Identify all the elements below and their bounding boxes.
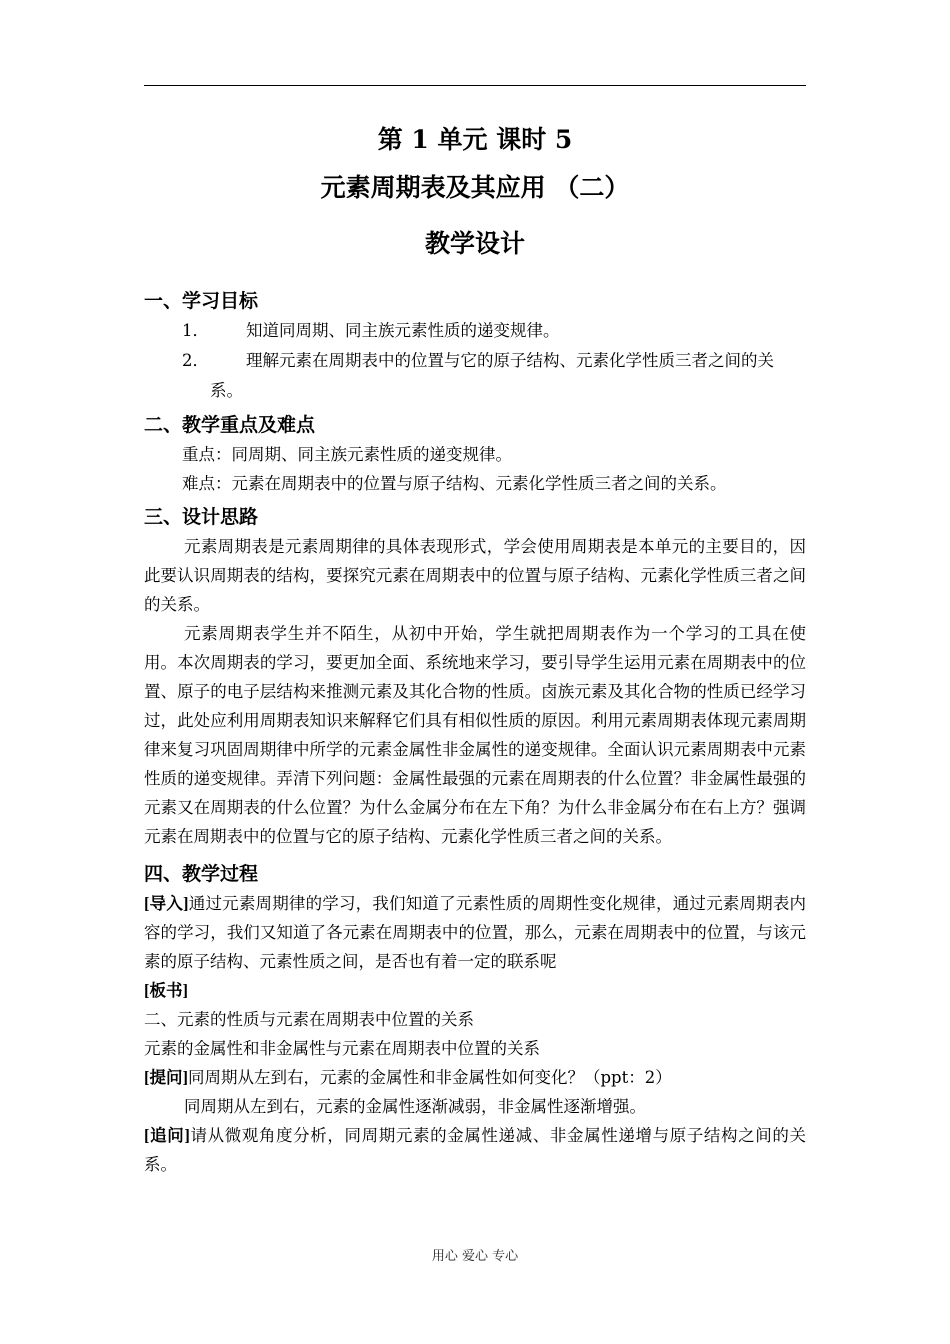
board-line: 二、元素的性质与元素在周期表中位置的关系 <box>144 1010 474 1029</box>
followup-paragraph <box>144 1121 806 1179</box>
answer-paragraph: 同周期从左到右，元素的金属性逐渐减弱，非金属性逐渐增强。 <box>184 1097 646 1116</box>
key-point: 重点：同周期、同主族元素性质的递变规律。 <box>182 445 512 464</box>
objective-text: 知道同周期、同主族元素性质的递变规律。 <box>246 321 560 340</box>
difficulty-point: 难点：元素在周期表中的位置与原子结构、元素化学性质三者之间的关系。 <box>182 474 727 493</box>
section-heading-process: 四、教学过程 <box>144 863 259 885</box>
header-rule <box>144 85 806 86</box>
followup-text: 请从微观角度分析，同周期元素的金属性递减、非金属性递增与原子结构之间的关系。 <box>144 1126 806 1174</box>
design-paragraph: 元素周期表学生并不陌生，从初中开始，学生就把周期表作为一个学习的工具在使用。本次周期表的学习，要更加全面、系统地来学习，要引导学生运用元素在周期表中的位置、原子的电子层结构来推测元素及其化合物的性质。卤族元素及其化合物的性质已经学习过，此处应利用周期表知识来解释它们具有相似性质的原因。利用元素周期表体现元素周期律来复习巩固周期律中所学的元素金属性非金属性的递变规律。全面认识元素周期表中元素性质的递变规律。弄清下列问题：金属性最强的元素在周期表的什么位置？非金属性最强的元素又在周期表的什么位置？为什么金属分布在左下角？为什么非金属分布在右上方？强调元素在周期表中的位置与它的原子结构、元素化学性质三者之间的关系。 <box>144 624 806 846</box>
section-heading-design: 三、设计思路 <box>144 506 259 528</box>
title-doc-type: 教学设计 <box>424 229 525 258</box>
intro-paragraph <box>144 889 806 976</box>
objective-text: 理解元素在周期表中的位置与它的原子结构、元素化学性质三者之间的关系。 <box>210 351 774 400</box>
intro-tag: [导入] <box>144 894 189 913</box>
design-paragraph: 元素周期表是元素周期律的具体表现形式，学会使用周期表是本单元的主要目的，因此要认识周期表的结构，要探究元素在周期表中的位置与原子结构、元素化学性质三者之间的关系。 <box>144 537 806 614</box>
question-paragraph <box>144 1063 806 1092</box>
objective-number: 1． <box>182 321 209 340</box>
board-tag-line <box>144 976 806 1005</box>
followup-tag: [追问] <box>144 1126 190 1145</box>
document-body <box>144 120 806 1179</box>
title-unit-lesson: 第 1 单元 课时 5 <box>377 125 573 154</box>
board-line: 元素的金属性和非金属性与元素在周期表中位置的关系 <box>144 1039 540 1058</box>
section-heading-key-points: 二、教学重点及难点 <box>144 414 316 436</box>
objective-item <box>144 346 806 406</box>
section-heading-objectives: 一、学习目标 <box>144 290 259 312</box>
question-tag: [提问] <box>144 1068 188 1087</box>
objective-item <box>144 316 806 346</box>
question-text: 同周期从左到右，元素的金属性和非金属性如何变化？（ppt：2） <box>188 1068 672 1087</box>
board-tag: [板书] <box>144 981 188 1000</box>
title-topic: 元素周期表及其应用 （二） <box>320 173 630 202</box>
page-footer: 用心 爱心 专心 <box>431 1249 519 1264</box>
intro-text: 通过元素周期律的学习，我们知道了元素性质的周期性变化规律，通过元素周期表内容的学习，我们又知道了各元素在周期表中的位置，那么，元素在周期表中的位置，与该元素的原子结构、元素性质之间，是否也有着一定的联系呢 <box>144 894 806 971</box>
objective-number: 2． <box>182 351 209 370</box>
